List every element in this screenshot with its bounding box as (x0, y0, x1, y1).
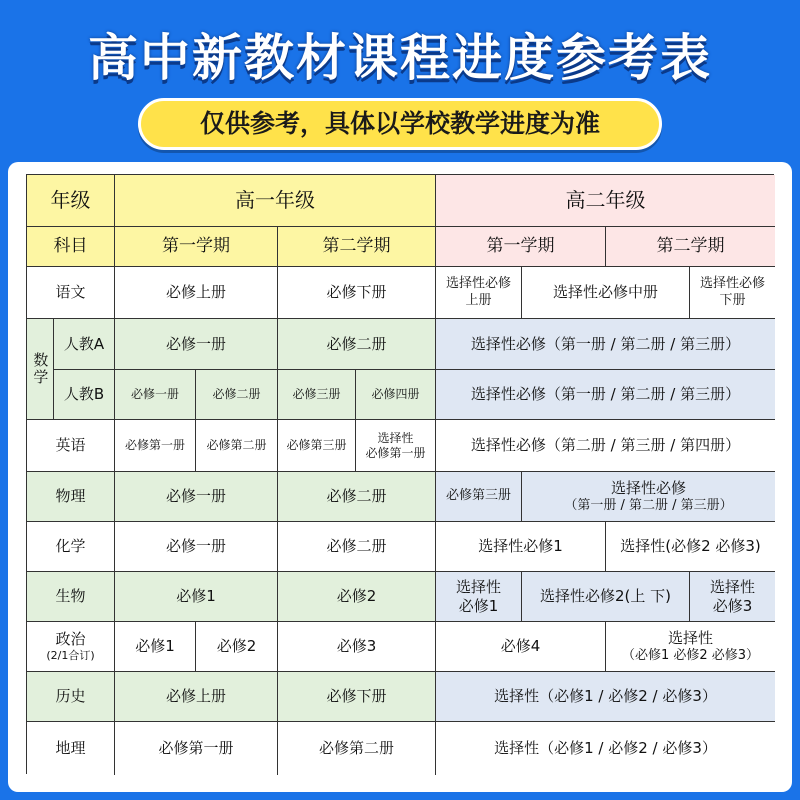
cell-line: 选择性 (377, 430, 414, 445)
table-cell: 必修二册 (278, 472, 436, 522)
cell-line: 必修第一册 (365, 445, 426, 460)
cell-line: 选择性 (667, 629, 713, 647)
table-cell (436, 572, 522, 622)
course-schedule-table (26, 174, 774, 774)
grade2-header: 高二年级 (436, 175, 775, 227)
table-cell: 必修下册 (278, 672, 436, 722)
table-cell: 必修3 (278, 622, 436, 672)
table-cell: 必修一册 (115, 522, 278, 572)
math-edition-b: 人教B (54, 370, 115, 420)
table-cell: 必修第二册 (196, 420, 278, 472)
cell-line: 选择性 (455, 577, 501, 596)
cell-line: 选择性 (709, 577, 755, 596)
table-cell: 必修二册 (196, 370, 278, 420)
subject-physics: 物理 (27, 472, 115, 522)
subject-politics (27, 622, 115, 672)
table-cell: 选择性必修（第二册 / 第三册 / 第四册） (436, 420, 775, 472)
table-cell: 选择性必修（第一册 / 第二册 / 第三册） (436, 370, 775, 420)
table-cell: 必修第三册 (278, 420, 356, 472)
table-cell: 选择性必修2(上 下) (522, 572, 690, 622)
table-cell: 必修第三册 (436, 472, 522, 522)
page-title: 高中新教材课程进度参考表 (88, 29, 712, 87)
table-cell: 选择性(必修2 必修3) (606, 522, 775, 572)
table-cell: 必修1 (115, 622, 196, 672)
table-cell: 选择性（必修1 / 必修2 / 必修3） (436, 722, 775, 775)
subject-politics-label: 政治 (55, 630, 86, 649)
table-cell (436, 267, 522, 319)
table-cell (690, 267, 775, 319)
subject-biology: 生物 (27, 572, 115, 622)
cell-line: 必修1 (458, 596, 499, 615)
cell-line: 选择性必修 (445, 276, 511, 292)
subject-chemistry: 化学 (27, 522, 115, 572)
table-cell: 选择性必修1 (436, 522, 606, 572)
table-cell: 必修上册 (115, 672, 278, 722)
table-cell: 选择性必修（第一册 / 第二册 / 第三册） (436, 319, 775, 370)
math-edition-a: 人教A (54, 319, 115, 370)
table-cell: 必修四册 (356, 370, 436, 420)
grade1-term2-header: 第二学期 (278, 227, 436, 267)
cell-line: 必修3 (712, 596, 753, 615)
subject-math: 数学 (27, 319, 54, 420)
table-cell: 必修一册 (115, 319, 278, 370)
subject-geography: 地理 (27, 722, 115, 775)
subject-header-label: 科目 (27, 227, 115, 267)
table-cell: 选择性必修中册 (522, 267, 690, 319)
table-cell (606, 622, 775, 672)
table-cell (690, 572, 775, 622)
grade1-term1-header: 第一学期 (115, 227, 278, 267)
table-cell: 必修1 (115, 572, 278, 622)
subtitle-banner: 仅供参考，具体以学校教学进度为准 (138, 98, 662, 150)
cell-line: 选择性必修 (699, 276, 765, 292)
cell-line: 上册 (465, 292, 492, 308)
table-cell: 必修第二册 (278, 722, 436, 775)
table-cell: 选择性（必修1 / 必修2 / 必修3） (436, 672, 775, 722)
grade2-term2-header: 第二学期 (606, 227, 775, 267)
table-cell: 必修一册 (115, 472, 278, 522)
grade1-header: 高一年级 (115, 175, 436, 227)
table-cell: 必修二册 (278, 319, 436, 370)
cell-line: 下册 (719, 292, 746, 308)
table-cell: 必修第一册 (115, 420, 196, 472)
table-cell: 必修2 (196, 622, 278, 672)
subject-english: 英语 (27, 420, 115, 472)
subject-politics-note: (2/1合订) (46, 649, 95, 662)
table-cell: 必修4 (436, 622, 606, 672)
table-cell: 必修三册 (278, 370, 356, 420)
table-cell (522, 472, 775, 522)
table-cell: 必修二册 (278, 522, 436, 572)
grade2-term1-header: 第一学期 (436, 227, 606, 267)
table-cell: 必修下册 (278, 267, 436, 319)
grade-header-label: 年级 (27, 175, 115, 227)
table-cell: 必修第一册 (115, 722, 278, 775)
cell-line: （第一册 / 第二册 / 第三册） (564, 497, 733, 513)
subject-history: 历史 (27, 672, 115, 722)
table-cell (356, 420, 436, 472)
subject-yuwen: 语文 (27, 267, 115, 319)
table-cell: 必修一册 (115, 370, 196, 420)
table-cell: 必修上册 (115, 267, 278, 319)
cell-line: 选择性必修 (610, 479, 686, 497)
table-cell: 必修2 (278, 572, 436, 622)
cell-line: （必修1 必修2 必修3） (621, 647, 760, 663)
